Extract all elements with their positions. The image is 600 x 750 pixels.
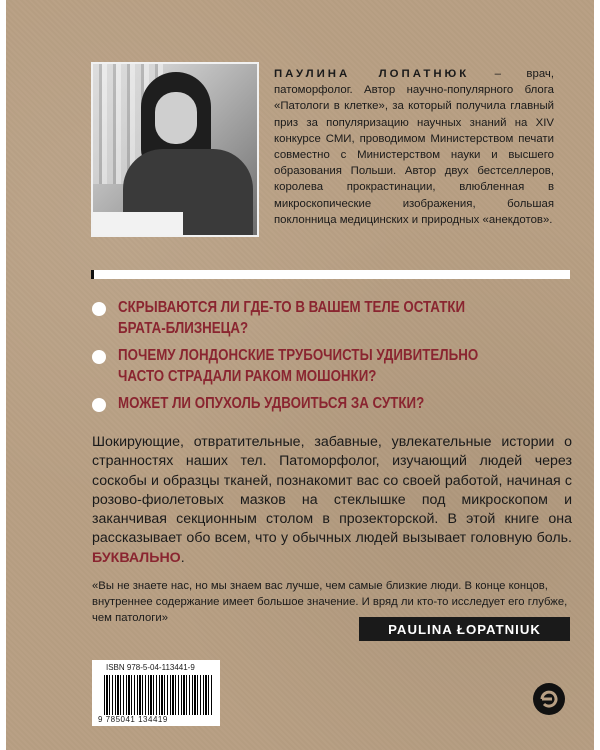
question-item	[92, 393, 572, 414]
white-divider-band	[91, 270, 570, 279]
author-photo	[91, 62, 259, 237]
author-bio	[274, 66, 554, 228]
barcode-digits: 9 785041 134419	[98, 715, 168, 724]
questions-list	[92, 297, 572, 420]
author-name-label: PAULINA ŁOPATNIUK	[359, 617, 570, 641]
book-description	[92, 433, 572, 568]
author-bio-text: – врач, патоморфолог. Автор научно-популярного блога «Патологи в клетке», за который получила главный приз за популяризацию научных знаний на XIV конкурсе СМИ, проводимом Министерством печати совместно с Министерством науки и высшего образования Польши. Автор двух бестселлеров, королева прокрастинации, влюбленная в микроскопические изображения, большая поклонница медицинских и природных «анекдотов».	[274, 68, 554, 226]
question-text: СКРЫВАЮТСЯ ЛИ ГДЕ-ТО В ВАШЕМ ТЕЛЕ ОСТАТКИ БРАТА-БЛИЗНЕЦА?	[118, 299, 466, 337]
book-quote: «Вы не знаете нас, но мы знаем вас лучше, чем самые близкие люди. В конце концов, внутреннее содержание имеет большое значение. И вряд ли кто-то исследует его глубже, чем патологи»	[92, 580, 568, 624]
question-text: МОЖЕТ ЛИ ОПУХОЛЬ УДВОИТЬСЯ ЗА СУТКИ?	[118, 395, 425, 412]
bullet-dot-icon	[92, 350, 106, 364]
question-item	[92, 297, 572, 339]
isbn-text: ISBN 978-5-04-113441-9	[106, 663, 195, 672]
bullet-dot-icon	[92, 398, 106, 412]
description-accent: БУКВАЛЬНО	[92, 549, 181, 566]
barcode-block	[92, 660, 220, 726]
back-cover	[6, 0, 594, 750]
author-face	[155, 92, 197, 144]
desk-book	[93, 212, 183, 237]
author-bio-paragraph	[274, 66, 554, 228]
eksmo-logo-icon	[532, 682, 566, 716]
author-name: ПАУЛИНА ЛОПАТНЮК	[274, 68, 470, 80]
description-end: .	[180, 549, 185, 566]
bullet-dot-icon	[92, 302, 106, 316]
description-text: Шокирующие, отвратительные, забавные, увлекательные истории о странностях наших тел. Патоморфолог, изучающий людей через соскобы и образцы тканей, познакомит вас со своей работой, начиная с розово-фиолетовых мазков на стеклышке под микроскопом и заканчивая секционным столом в прозекторской. В этой книге она рассказывает обо всем, что у обычных людей вызывает головную боль.	[92, 434, 572, 547]
question-item	[92, 345, 572, 387]
barcode-bars	[104, 675, 212, 715]
question-text: ПОЧЕМУ ЛОНДОНСКИЕ ТРУБОЧИСТЫ УДИВИТЕЛЬНО ЧАСТО СТРАДАЛИ РАКОМ МОШОНКИ?	[118, 347, 479, 385]
